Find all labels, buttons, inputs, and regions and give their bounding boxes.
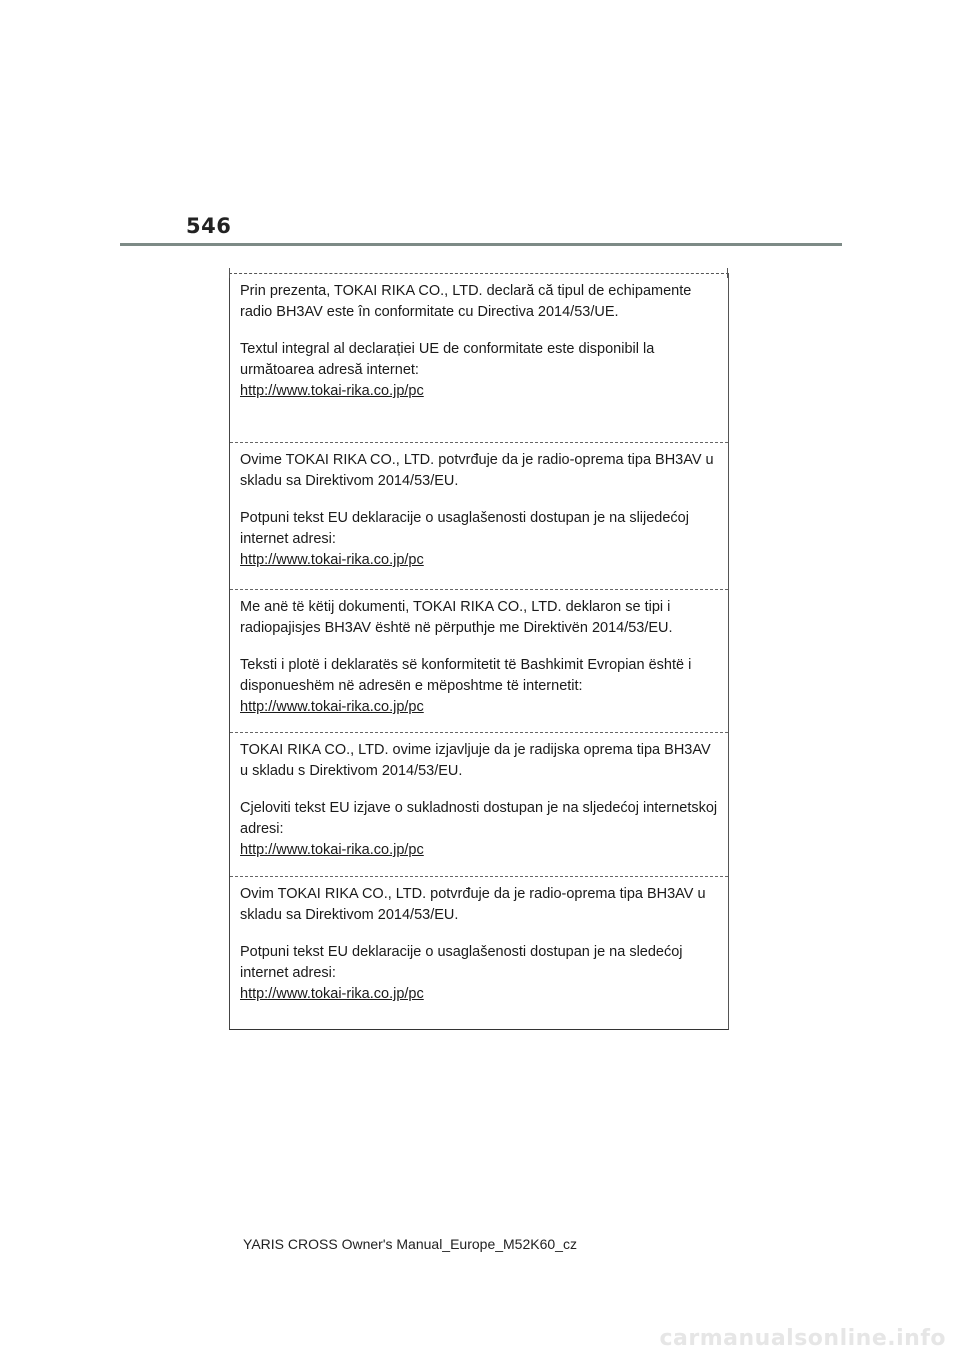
header-divider xyxy=(120,243,842,246)
declarations-scan xyxy=(229,273,729,1030)
footer-manual-title: YARIS CROSS Owner's Manual_Europe_M52K60_cz xyxy=(243,1236,577,1252)
declaration-link[interactable]: http://www.tokai-rika.co.jp/pc xyxy=(240,699,424,715)
declaration-link[interactable]: http://www.tokai-rika.co.jp/pc xyxy=(240,383,424,399)
declaration-statement: Me anë të këtij dokumenti, TOKAI RIKA CO., LTD. deklaron se tipi i radiopajisjes BH3AV është në përputhje me Direktivën 2014/53/EU. xyxy=(240,599,673,636)
crop-mark xyxy=(229,268,230,278)
declaration-block-albanian xyxy=(230,589,728,732)
declaration-link[interactable]: http://www.tokai-rika.co.jp/pc xyxy=(240,842,424,858)
declaration-statement: Ovim TOKAI RIKA CO., LTD. potvrđuje da je radio-oprema tipa BH3AV u skladu sa Direktivom 2014/53/EU. xyxy=(240,886,706,923)
declaration-link[interactable]: http://www.tokai-rika.co.jp/pc xyxy=(240,552,424,568)
declaration-block-serbian xyxy=(230,876,728,1028)
declaration-availability: Potpuni tekst EU deklaracije o usaglašenosti dostupan je na sledećoj internet adresi: xyxy=(240,944,683,981)
page-number: 546 xyxy=(186,214,232,238)
declaration-block-bosnian xyxy=(230,442,728,589)
declaration-statement: Prin prezenta, TOKAI RIKA CO., LTD. declară că tipul de echipamente radio BH3AV este în conformitate cu Directiva 2014/53/UE. xyxy=(240,283,692,320)
declaration-statement: TOKAI RIKA CO., LTD. ovime izjavljuje da je radijska oprema tipa BH3AV u skladu s Direktivom 2014/53/EU. xyxy=(240,742,711,779)
crop-mark xyxy=(727,268,728,278)
watermark: carmanualsonline.info xyxy=(659,1326,946,1351)
declaration-block-croatian xyxy=(230,732,728,876)
declaration-block-romanian xyxy=(230,274,728,442)
declaration-link[interactable]: http://www.tokai-rika.co.jp/pc xyxy=(240,986,424,1002)
declaration-availability: Cjeloviti tekst EU izjave o sukladnosti dostupan je na sljedećoj internetskoj adresi: xyxy=(240,800,718,837)
declaration-statement: Ovime TOKAI RIKA CO., LTD. potvrđuje da je radio-oprema tipa BH3AV u skladu sa Direktivom 2014/53/EU. xyxy=(240,452,714,489)
declaration-availability: Teksti i plotë i deklaratës së konformitetit të Bashkimit Evropian është i disponueshëm në adresën e mëposhtme të internetit: xyxy=(240,657,692,694)
declaration-availability: Potpuni tekst EU deklaracije o usaglašenosti dostupan je na slijedećoj internet adresi: xyxy=(240,510,689,547)
declaration-availability: Textul integral al declarației UE de conformitate este disponibil la următoarea adresă internet: xyxy=(240,341,655,378)
footer xyxy=(0,1236,960,1252)
